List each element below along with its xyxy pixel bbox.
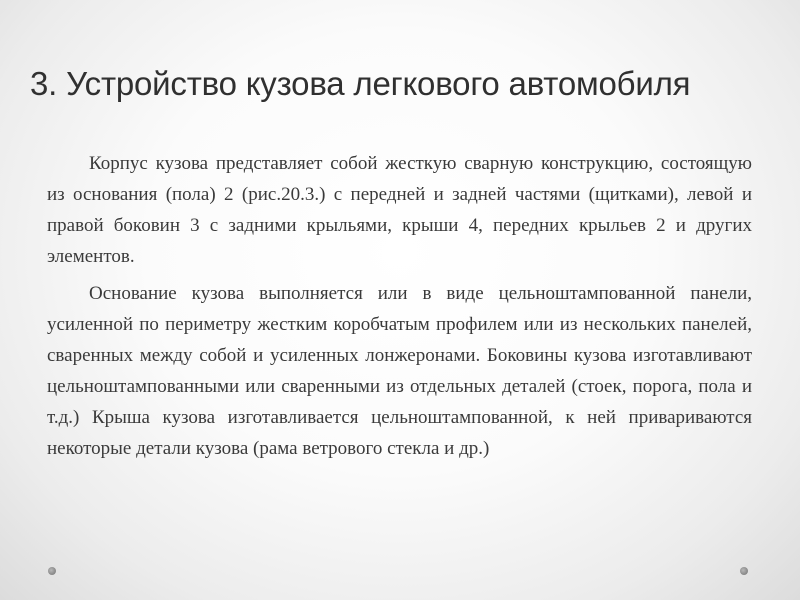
paragraph-base-construction: Основание кузова выполняется или в виде цельноштампованной панели, усиленной по периметру жестким коробчатым профилем или из нескольких панелей, сваренных между собой и усиленных лонжеронами. Боковины кузова изготавливают цельноштампованными или сваренными из отдельных деталей (стоек, порога, пола и т.д.) Крыша кузова изготавливается цельноштампованной, к ней привариваются некоторые детали кузова (рама ветрового стекла и др.) xyxy=(47,283,752,459)
bottom-left-dot-icon xyxy=(48,567,56,575)
slide-body xyxy=(47,148,752,470)
bottom-right-dot-icon xyxy=(740,567,748,575)
slide-title: 3. Устройство кузова легкового автомобиля xyxy=(30,65,691,102)
paragraph-body-structure: Корпус кузова представляет собой жесткую сварную конструкцию, состоящую из основания (пола) 2 (рис.20.3.) с передней и задней частями (щитками), левой и правой боковин 3 с задними крыльями, крыши 4, передних крыльев 2 и других элементов. xyxy=(47,153,752,267)
